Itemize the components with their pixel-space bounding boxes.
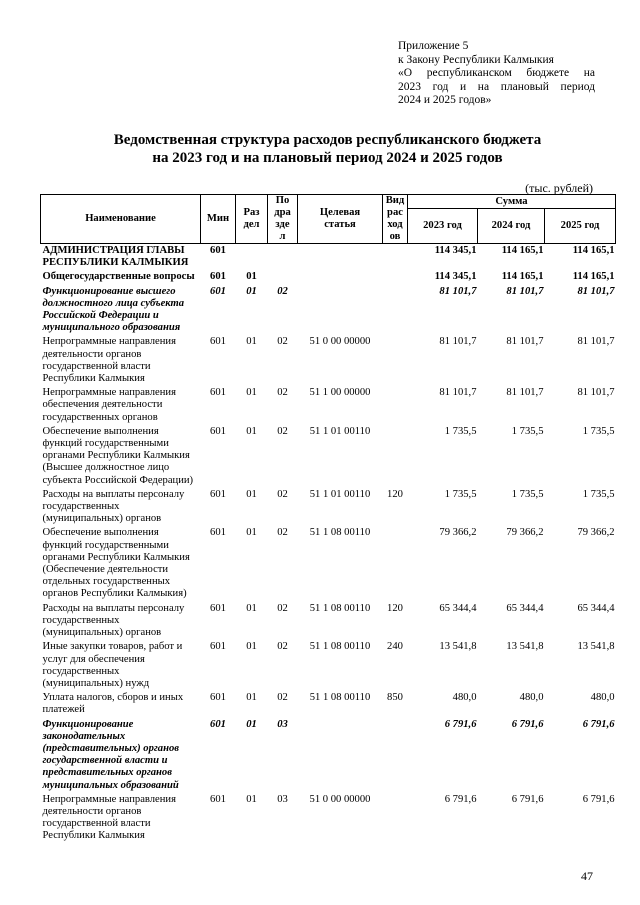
row-min: 601 bbox=[210, 602, 226, 614]
row-min: 601 bbox=[210, 271, 226, 283]
row-target-article bbox=[298, 270, 383, 284]
row-podrazdel: 03 bbox=[277, 793, 288, 805]
appendix-line-1: Приложение 5 bbox=[398, 40, 469, 52]
row-name: Функционирование высшего должностного лица субъекта Российской Федерации и муниципального образования bbox=[42, 285, 185, 334]
row-min: 601 bbox=[210, 692, 226, 704]
row-podrazdel: 02 bbox=[277, 692, 288, 704]
row-expense-type bbox=[383, 425, 408, 488]
appendix-line-5: 2024 и 2025 годов» bbox=[398, 94, 492, 106]
row-sum-2024: 13 541,8 bbox=[506, 641, 544, 653]
row-sum-2025: 81 101,7 bbox=[577, 387, 615, 399]
row-sum-2023: 81 101,7 bbox=[439, 336, 477, 348]
row-name: АДМИНИСТРАЦИЯ ГЛАВЫ РЕСПУБЛИКИ КАЛМЫКИЯ bbox=[42, 245, 189, 269]
row-podrazdel: 02 bbox=[277, 387, 288, 399]
row-sum-2024: 1 735,5 bbox=[511, 488, 544, 500]
row-razdel: 01 bbox=[246, 718, 257, 730]
header-2024: 2024 год bbox=[478, 209, 545, 244]
row-podrazdel: 02 bbox=[277, 488, 288, 500]
header-2023: 2023 год bbox=[408, 209, 478, 244]
row-podrazdel bbox=[268, 270, 298, 284]
row-sum-2023: 79 366,2 bbox=[439, 527, 477, 539]
row-podrazdel: 02 bbox=[277, 602, 288, 614]
row-min: 601 bbox=[210, 793, 226, 805]
row-podrazdel: 02 bbox=[277, 641, 288, 653]
row-target-article: 51 1 08 00110 bbox=[309, 692, 371, 704]
appendix-line-3: «О республиканском бюджете на bbox=[398, 67, 595, 79]
row-sum-2023: 114 345,1 bbox=[434, 271, 477, 283]
row-min: 601 bbox=[210, 425, 226, 437]
row-sum-2024: 114 165,1 bbox=[501, 245, 544, 256]
row-podrazdel: 02 bbox=[277, 425, 288, 437]
appendix-line-4: 2023 год и на плановый период bbox=[398, 80, 595, 93]
row-razdel: 01 bbox=[246, 336, 257, 348]
row-min: 601 bbox=[210, 245, 226, 256]
row-podrazdel: 02 bbox=[277, 336, 288, 348]
row-target-article: 51 1 08 00110 bbox=[309, 602, 371, 614]
row-target-article: 51 1 08 00110 bbox=[309, 641, 371, 653]
row-min: 601 bbox=[210, 387, 226, 399]
header-podrazdel: По дра зде л bbox=[268, 195, 298, 244]
page-number: 47 bbox=[581, 869, 593, 883]
row-name: Непрограммные направления деятельности органов государственной власти Республики Калмыкия bbox=[42, 793, 176, 842]
row-min: 601 bbox=[210, 488, 226, 500]
table-row bbox=[41, 244, 616, 271]
row-sum-2023: 480,0 bbox=[452, 692, 477, 704]
row-sum-2023: 6 791,6 bbox=[444, 793, 477, 805]
row-target-article: 51 0 00 00000 bbox=[309, 336, 371, 348]
row-expense-type: 240 bbox=[387, 641, 403, 653]
row-min: 601 bbox=[210, 641, 226, 653]
header-sum: Сумма bbox=[408, 195, 616, 209]
table-row bbox=[41, 335, 616, 386]
row-sum-2023: 1 735,5 bbox=[444, 425, 477, 437]
page-title bbox=[40, 131, 615, 167]
row-target-article bbox=[298, 285, 383, 336]
row-razdel: 01 bbox=[246, 527, 257, 539]
row-sum-2025: 81 101,7 bbox=[577, 336, 615, 348]
header-expense-type: Вид рас ход ов bbox=[383, 195, 408, 244]
row-name: Общегосударственные вопросы bbox=[42, 271, 195, 283]
row-sum-2024: 1 735,5 bbox=[511, 425, 544, 437]
row-min: 601 bbox=[210, 527, 226, 539]
row-sum-2025: 1 735,5 bbox=[582, 488, 615, 500]
row-target-article bbox=[298, 244, 383, 271]
row-expense-type bbox=[383, 335, 408, 386]
row-sum-2025: 114 165,1 bbox=[572, 245, 615, 256]
row-sum-2024: 81 101,7 bbox=[506, 387, 544, 399]
row-sum-2024: 480,0 bbox=[519, 692, 544, 704]
row-razdel: 01 bbox=[246, 602, 257, 614]
row-sum-2024: 79 366,2 bbox=[506, 527, 544, 539]
row-expense-type: 120 bbox=[387, 488, 403, 500]
row-sum-2023: 13 541,8 bbox=[439, 641, 477, 653]
row-expense-type bbox=[383, 285, 408, 336]
header-razdel: Раз дел bbox=[236, 195, 268, 244]
row-min: 601 bbox=[210, 336, 226, 348]
row-name: Непрограммные направления обеспечения деятельности государственных органов bbox=[42, 387, 176, 423]
row-sum-2024: 81 101,7 bbox=[506, 285, 544, 297]
units-label: (тыс. рублей) bbox=[525, 181, 593, 195]
row-sum-2023: 6 791,6 bbox=[444, 718, 477, 730]
row-podrazdel bbox=[268, 244, 298, 271]
row-sum-2025: 6 791,6 bbox=[582, 793, 615, 805]
table-row bbox=[41, 691, 616, 717]
row-razdel: 01 bbox=[246, 793, 257, 805]
row-sum-2025: 81 101,7 bbox=[577, 285, 615, 297]
row-expense-type bbox=[383, 270, 408, 284]
row-target-article: 51 1 01 00110 bbox=[309, 488, 371, 500]
row-target-article: 51 1 08 00110 bbox=[309, 527, 371, 539]
header-2025: 2025 год bbox=[545, 209, 616, 244]
row-sum-2025: 65 344,4 bbox=[577, 602, 615, 614]
row-sum-2023: 81 101,7 bbox=[439, 387, 477, 399]
row-expense-type bbox=[383, 386, 408, 425]
row-razdel: 01 bbox=[246, 425, 257, 437]
table-row bbox=[41, 718, 616, 793]
header-target-article: Целевая статья bbox=[298, 195, 383, 244]
title-line-1: Ведомственная структура расходов республиканского бюджета bbox=[113, 132, 542, 148]
row-podrazdel: 02 bbox=[277, 527, 288, 539]
title-line-2: на 2023 год и на плановый период 2024 и 2025 годов bbox=[152, 150, 503, 166]
row-sum-2025: 6 791,6 bbox=[582, 718, 615, 730]
row-razdel: 01 bbox=[246, 271, 257, 283]
row-min: 601 bbox=[210, 285, 226, 297]
header-min: Мин bbox=[201, 195, 236, 244]
row-sum-2023: 1 735,5 bbox=[444, 488, 477, 500]
row-sum-2023: 114 345,1 bbox=[434, 245, 477, 256]
row-target-article: 51 1 00 00000 bbox=[309, 387, 371, 399]
row-sum-2025: 13 541,8 bbox=[577, 641, 615, 653]
table-header bbox=[41, 195, 616, 244]
row-name: Расходы на выплаты персоналу государственных (муниципальных) органов bbox=[42, 488, 185, 525]
row-expense-type bbox=[383, 793, 408, 844]
row-expense-type bbox=[383, 526, 408, 601]
budget-table bbox=[40, 194, 616, 844]
row-razdel: 01 bbox=[246, 285, 257, 297]
row-razdel bbox=[236, 244, 268, 271]
row-sum-2025: 79 366,2 bbox=[577, 527, 615, 539]
row-name: Функционирование законодательных (представительных) органов государственной власти и представительных органов муниципальных образований bbox=[42, 718, 180, 791]
row-sum-2023: 65 344,4 bbox=[439, 602, 477, 614]
row-name: Непрограммные направления деятельности органов государственной власти Республики Калмыкия bbox=[42, 336, 176, 385]
row-target-article: 51 1 01 00110 bbox=[309, 425, 371, 437]
row-name: Обеспечение выполнения функций государственными органами Республики Калмыкия (Высшее должностное лицо субъекта Российской Федерации) bbox=[42, 425, 194, 486]
table-row bbox=[41, 285, 616, 336]
row-sum-2024: 6 791,6 bbox=[511, 718, 544, 730]
table-row bbox=[41, 488, 616, 527]
row-name: Расходы на выплаты персоналу государственных (муниципальных) органов bbox=[42, 602, 185, 639]
table-row bbox=[41, 640, 616, 691]
row-target-article bbox=[298, 718, 383, 793]
row-podrazdel: 02 bbox=[277, 285, 288, 297]
row-sum-2024: 6 791,6 bbox=[511, 793, 544, 805]
row-razdel: 01 bbox=[246, 692, 257, 704]
row-sum-2025: 114 165,1 bbox=[572, 271, 615, 283]
row-name: Уплата налогов, сборов и иных платежей bbox=[42, 692, 184, 716]
appendix-line-2: к Закону Республики Калмыкия bbox=[398, 53, 554, 66]
row-sum-2024: 114 165,1 bbox=[501, 271, 544, 283]
table-row bbox=[41, 386, 616, 425]
row-sum-2023: 81 101,7 bbox=[439, 285, 477, 297]
table-row bbox=[41, 270, 616, 284]
row-name: Обеспечение выполнения функций государственными органами Республики Калмыкия (Обеспечение деятельности отдельных государственных органов Республики Калмыкия) bbox=[42, 527, 190, 600]
table-row bbox=[41, 793, 616, 844]
row-razdel: 01 bbox=[246, 488, 257, 500]
row-expense-type: 120 bbox=[387, 602, 403, 614]
row-podrazdel: 03 bbox=[277, 718, 288, 730]
row-name: Иные закупки товаров, работ и услуг для обеспечения государственных (муниципальных) нужд bbox=[42, 641, 183, 689]
table-row bbox=[41, 602, 616, 641]
row-sum-2025: 1 735,5 bbox=[582, 425, 615, 437]
table-row bbox=[41, 526, 616, 601]
row-sum-2024: 81 101,7 bbox=[506, 336, 544, 348]
row-target-article: 51 0 00 00000 bbox=[309, 793, 371, 805]
table-body bbox=[41, 244, 616, 844]
row-expense-type bbox=[383, 718, 408, 793]
appendix-note bbox=[398, 40, 595, 108]
row-expense-type: 850 bbox=[387, 692, 403, 704]
header-name: Наименование bbox=[41, 195, 201, 244]
row-min: 601 bbox=[210, 718, 226, 730]
table-row bbox=[41, 425, 616, 488]
row-expense-type bbox=[383, 244, 408, 271]
row-sum-2024: 65 344,4 bbox=[506, 602, 544, 614]
row-sum-2025: 480,0 bbox=[590, 692, 615, 704]
row-razdel: 01 bbox=[246, 641, 257, 653]
row-razdel: 01 bbox=[246, 387, 257, 399]
